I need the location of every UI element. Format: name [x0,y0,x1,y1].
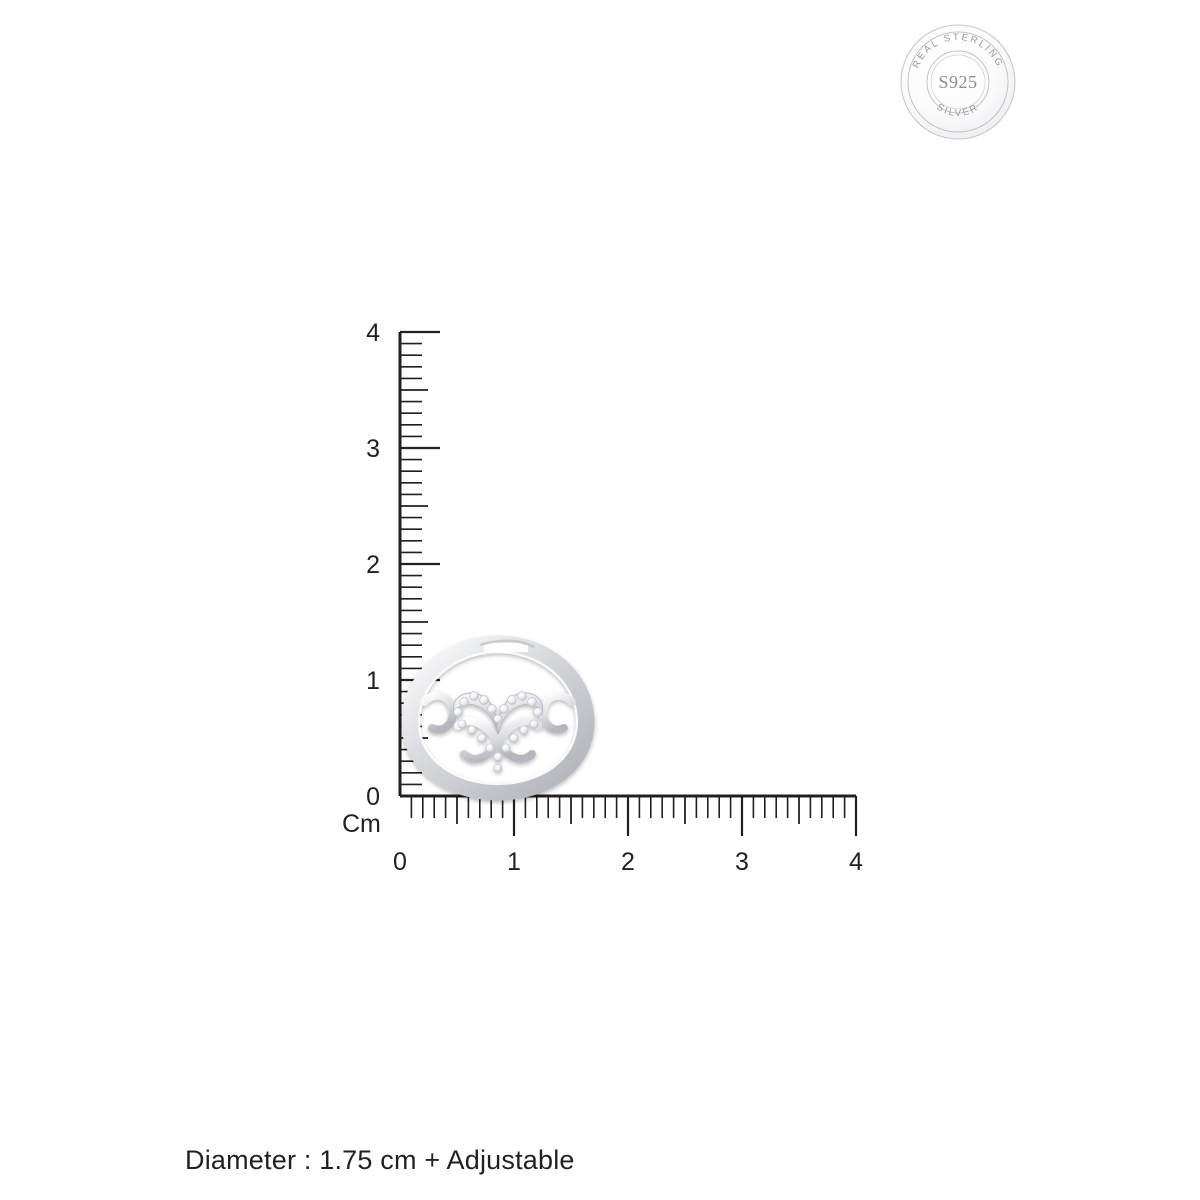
ring-filigree-left [424,696,453,730]
ring-body [410,641,586,792]
ring-filigree-right [543,696,572,730]
ruler-unit-label: Cm [342,810,381,838]
hallmark-bottom-text: SILVER [934,101,982,120]
ruler-y-label-2: 2 [366,551,380,579]
ring-adjustable-gap [484,643,528,652]
ruler-y-label-4: 4 [366,319,380,347]
ruler-x-label-3: 3 [735,848,749,876]
hallmark-top-text: REAL STERLING [910,31,1006,70]
diameter-caption: Diameter : 1.75 cm + Adjustable [185,1145,575,1175]
ruler-x-label-1: 1 [507,848,521,876]
ruler-y-label-1: 1 [366,667,380,695]
sterling-silver-hallmark [898,22,1018,142]
hallmark-center-text: S925 [938,72,978,92]
ruler-x-label-0: 0 [393,848,407,876]
product-image-ring [388,630,608,805]
ruler-y-label-0: 0 [366,783,380,811]
ruler-x-label-2: 2 [621,848,635,876]
ruler-x-label-4: 4 [849,848,863,876]
ruler-y-label-3: 3 [366,435,380,463]
